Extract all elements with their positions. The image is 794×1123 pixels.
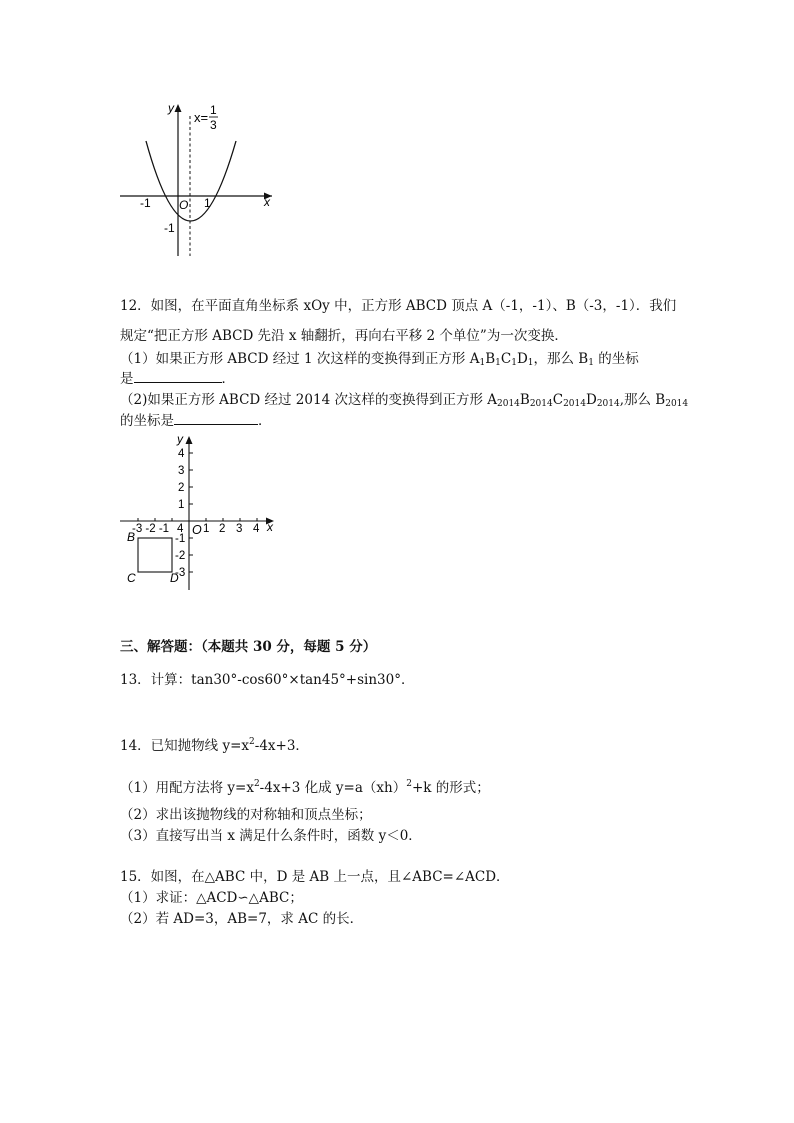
fig2-y-tick-3: 3 — [178, 465, 185, 477]
fig1-frac-den: 3 — [210, 118, 217, 132]
q14-title-post: -4x+3． — [254, 738, 309, 754]
q12-p1-sub-a: 1 — [479, 358, 486, 368]
q12-p1-sub-d: 1 — [527, 358, 534, 368]
parabola-curve — [146, 141, 236, 221]
q12-p2-sub-a: 2014 — [497, 399, 520, 409]
q12-p2-b: B — [519, 392, 530, 408]
fig2-y-tick-1: 1 — [178, 499, 185, 511]
fig2-x-tick-1: 1 — [203, 523, 210, 535]
fig1-y-tick-neg1: -1 — [164, 221, 175, 235]
fig1-tick-1: 1 — [204, 196, 211, 210]
q14-p1-post: +k 的形式； — [411, 780, 490, 796]
q12-p1-sub-c: 1 — [511, 358, 517, 368]
q12-p1-line2-post: ． — [221, 371, 235, 387]
fig1-x-label: x — [264, 195, 270, 209]
fig2-y-axis-arrow — [186, 436, 193, 444]
q14-title-sup: 2 — [249, 737, 255, 747]
fig1-tick-neg1: -1 — [140, 196, 151, 210]
fig2-vertex-b: B — [127, 530, 136, 544]
q12-p2-line2-post: ． — [258, 413, 272, 429]
fig2-x-tick-4-overlap: 4 — [177, 523, 184, 535]
q12-p1-line2-pre: 是 — [120, 371, 134, 387]
q14-p1-pre: （1）用配方法将 y=x — [120, 780, 254, 796]
fig2-y-tick-neg1: -1 — [175, 533, 186, 545]
q14-title-pre: 14．已知抛物线 y=x — [120, 738, 250, 754]
q14-title — [120, 733, 309, 755]
q12-p2-sub-b: 2014 — [529, 399, 553, 409]
q12-p1-post: 的坐标 — [593, 351, 639, 367]
q12-p2-mid: ,那么 B — [619, 392, 666, 408]
fig2-y-tick-neg3: -3 — [175, 567, 186, 579]
q12-p2-d: D — [585, 392, 597, 408]
q12-p2-pre: （2)如果正方形 ABCD 经过 2014 次这样的变换得到正方形 A — [120, 392, 497, 408]
square-coordinate-figure — [118, 430, 283, 595]
q13-text: 13．计算：tan30°-cos60°×tan45°+sin30°． — [120, 672, 415, 688]
q14-part1 — [120, 775, 490, 797]
q12-p2-answer-blank[interactable] — [174, 411, 258, 425]
fig2-vertex-c: C — [127, 571, 136, 585]
q12-p2-line2-pre: 的坐标是 — [120, 413, 174, 429]
q12-part2 — [120, 391, 688, 413]
q12-p2-sub-c: 2014 — [563, 399, 586, 409]
q15-part1: （1）求证：△ACD∽△ABC； — [120, 890, 303, 906]
q12-p1-c: C — [500, 351, 512, 367]
fig2-y-tick-4: 4 — [178, 448, 185, 460]
parabola-figure — [112, 96, 282, 261]
q15-part2: （2）若 AD=3，AB=7，求 AC 的长． — [120, 911, 364, 927]
q15-title: 15．如图，在△ABC 中，D 是 AB 上一点，且∠ABC=∠ACD． — [120, 869, 510, 885]
q12-part1-answer-line — [120, 369, 235, 388]
q12-p1-answer-blank[interactable] — [134, 369, 222, 383]
q12-part2-answer-line — [120, 411, 272, 430]
fig1-frac-num: 1 — [210, 103, 217, 117]
q12-p1-sub-b2: 1 — [588, 358, 594, 368]
q12-line2: 规定“把正方形 ABCD 先沿 x 轴翻折，再向右平移 2 个单位”为一次变换． — [120, 328, 568, 344]
fig2-x-ticks-neg: -3 -2 -1 — [132, 523, 170, 535]
q12-p2-c: C — [552, 392, 564, 408]
fig2-origin: O — [192, 523, 202, 537]
q12-p2-sub-b2: 2014 — [665, 399, 689, 409]
q14-p1-sup2: 2 — [406, 779, 412, 789]
fig2-y-ticks — [189, 453, 193, 572]
y-axis-arrow — [175, 104, 182, 112]
q12-p1-sub-b: 1 — [495, 358, 501, 368]
fig2-y-tick-neg2: -2 — [175, 550, 186, 562]
q12-line1: 12．如图，在平面直角坐标系 xOy 中，正方形 ABCD 顶点 A（-1，-1）、B（-3，-1）．我们 — [120, 298, 677, 314]
fig2-x-label: x — [267, 520, 273, 534]
q14-part3: （3）直接写出当 x 满足什么条件时，函数 y＜0． — [120, 828, 422, 844]
q14-part2: （2）求出该抛物线的对称轴和顶点坐标； — [120, 807, 372, 823]
fig2-vertex-d: D — [170, 571, 179, 585]
q12-p1-pre: （1）如果正方形 ABCD 经过 1 次这样的变换得到正方形 A — [120, 351, 480, 367]
q12-p1-mid: ，那么 B — [533, 351, 589, 367]
q14-p1-sup: 2 — [253, 779, 260, 789]
fig1-y-label: y — [168, 101, 174, 115]
fig1-axis-eq: x= — [194, 110, 209, 125]
fig2-x-tick-2: 2 — [219, 523, 226, 535]
fig2-x-tick-4: 4 — [253, 523, 260, 535]
fig1-origin: O — [179, 198, 189, 212]
fig2-y-tick-2: 2 — [178, 482, 185, 494]
square-abcd — [138, 538, 172, 572]
q12-p1-d: D — [516, 351, 528, 367]
section3-heading: 三、解答题：（本题共 30 分，每题 5 分） — [120, 639, 377, 655]
fig2-x-tick-3: 3 — [236, 523, 243, 535]
q12-p2-sub-d: 2014 — [596, 399, 620, 409]
q14-p1-mid: -4x+3 化成 y=a（xh） — [259, 780, 407, 796]
fig2-y-label: y — [177, 432, 183, 446]
q12-p1-b: B — [485, 351, 496, 367]
